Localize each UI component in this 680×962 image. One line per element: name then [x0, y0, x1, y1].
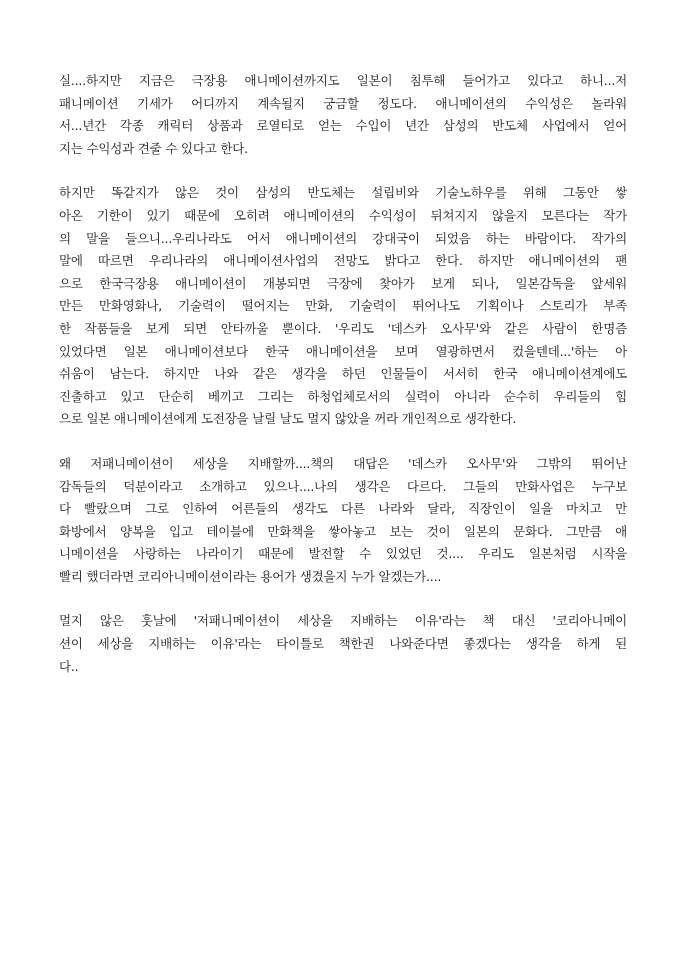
text-line: 으로 한국극장용 애니메이션이 개봉되면 극장에 찾아가 보게 되나, 일본감독을 앞세워 [59, 275, 627, 291]
text-line: 션이 세상을 지배하는 이유'라는 타이틀로 책한권 나와준다면 좋겠다는 생각을 하게 된 [59, 636, 627, 652]
paragraph-2 [59, 182, 627, 431]
text-line: 쉬움이 남는다. 하지만 나와 같은 생각을 하던 인물들이 서서히 한국 애니메이션계에도 [59, 366, 627, 382]
text-line: 만든 만화영화나, 기술력이 떨어지는 만화, 기술력이 뛰어나도 기획이나 스토리가 부족 [59, 298, 627, 314]
text-line: 있었다면 일본 애니메이션보다 한국 애니메이션을 보며 열광하면서 컸을텐데...'하는 아 [59, 343, 627, 359]
paragraph-3 [59, 453, 627, 589]
text-line: 니메이션을 사랑하는 나라이기 때문에 발전할 수 있었던 것.... 우리도 일본처럼 시작을 [59, 546, 627, 562]
text-line: 실....하지만 지금은 극장용 애니메이션까지도 일본이 침투해 들어가고 있다고 하니...저 [59, 73, 627, 88]
text-line: 다 빨랐으며 그로 인하여 어른들의 생각도 다른 나라와 달라, 직장인이 일을 마치고 만 [59, 501, 627, 517]
text-line: 패니메이션 기세가 어디까지 계속될지 궁금할 정도다. 애니메이션의 수익성은 놀라워 [59, 95, 627, 111]
text-line: 화방에서 양복을 입고 테이블에 만화책을 쌓아놓고 보는 것이 일본의 문화다. 그만큼 애 [59, 523, 627, 539]
text-line: 감독들의 덕분이라고 소개하고 있으나....나의 생각은 다르다. 그들의 만화사업은 누구보 [59, 478, 627, 494]
text-line: 아온 기한이 있기 때문에 오히려 애니메이션의 수익성이 뒤쳐지지 않을지 모른다는 작가 [59, 207, 627, 223]
text-line: 한 작품들을 보게 되면 안타까울 뿐이다. '우리도 '데스카 오사무'와 같은 사람이 한명즘 [59, 320, 627, 336]
text-line: 왜 저패니메이션이 세상을 지배할까....책의 대답은 '데스카 오사무'와 그밖의 뛰어난 [59, 455, 627, 471]
paragraph-1 [59, 70, 627, 160]
text-line: 진출하고 있고 단순히 베끼고 그리는 하청업체로서의 실력이 아니라 순수히 우리들의 힘 [59, 388, 627, 404]
text-line: 빨리 했더라면 코리아니메이션이라는 용어가 생겼을지 누가 알겠는가.... [59, 568, 442, 584]
text-line: 의 말을 들으니...우리나라도 어서 애니메이션의 강대국이 되었음 하는 바람이다. 작가의 [59, 230, 627, 246]
text-line: 말에 따르면 우리나라의 애니메이션사업의 전망도 밝다고 한다. 하지만 애니메이션의 팬 [59, 253, 627, 269]
text-line: 지는 수익성과 견줄 수 있다고 한다. [59, 140, 248, 156]
text-line: 다.. [59, 658, 79, 674]
paragraph-4 [59, 610, 627, 678]
text-line: 하지만 똑같지가 않은 것이 삼성의 반도체는 설립비와 기술노하우를 위해 그동안 쌓 [59, 185, 627, 201]
text-line: 멀지 않은 훗날에 '저패니메이션이 세상을 지배하는 이유'라는 책 대신 '코리아니메이 [59, 613, 627, 629]
text-line: 으로 일본 애니메이션에게 도전장을 날릴 날도 멀지 않았을 꺼라 개인적으로 생각한다. [59, 411, 517, 427]
body-text [59, 70, 627, 700]
text-line: 서...년간 각종 캐릭터 상품과 로열티로 얻는 수입이 년간 삼성의 반도체 사업에서 얻어 [59, 118, 627, 134]
